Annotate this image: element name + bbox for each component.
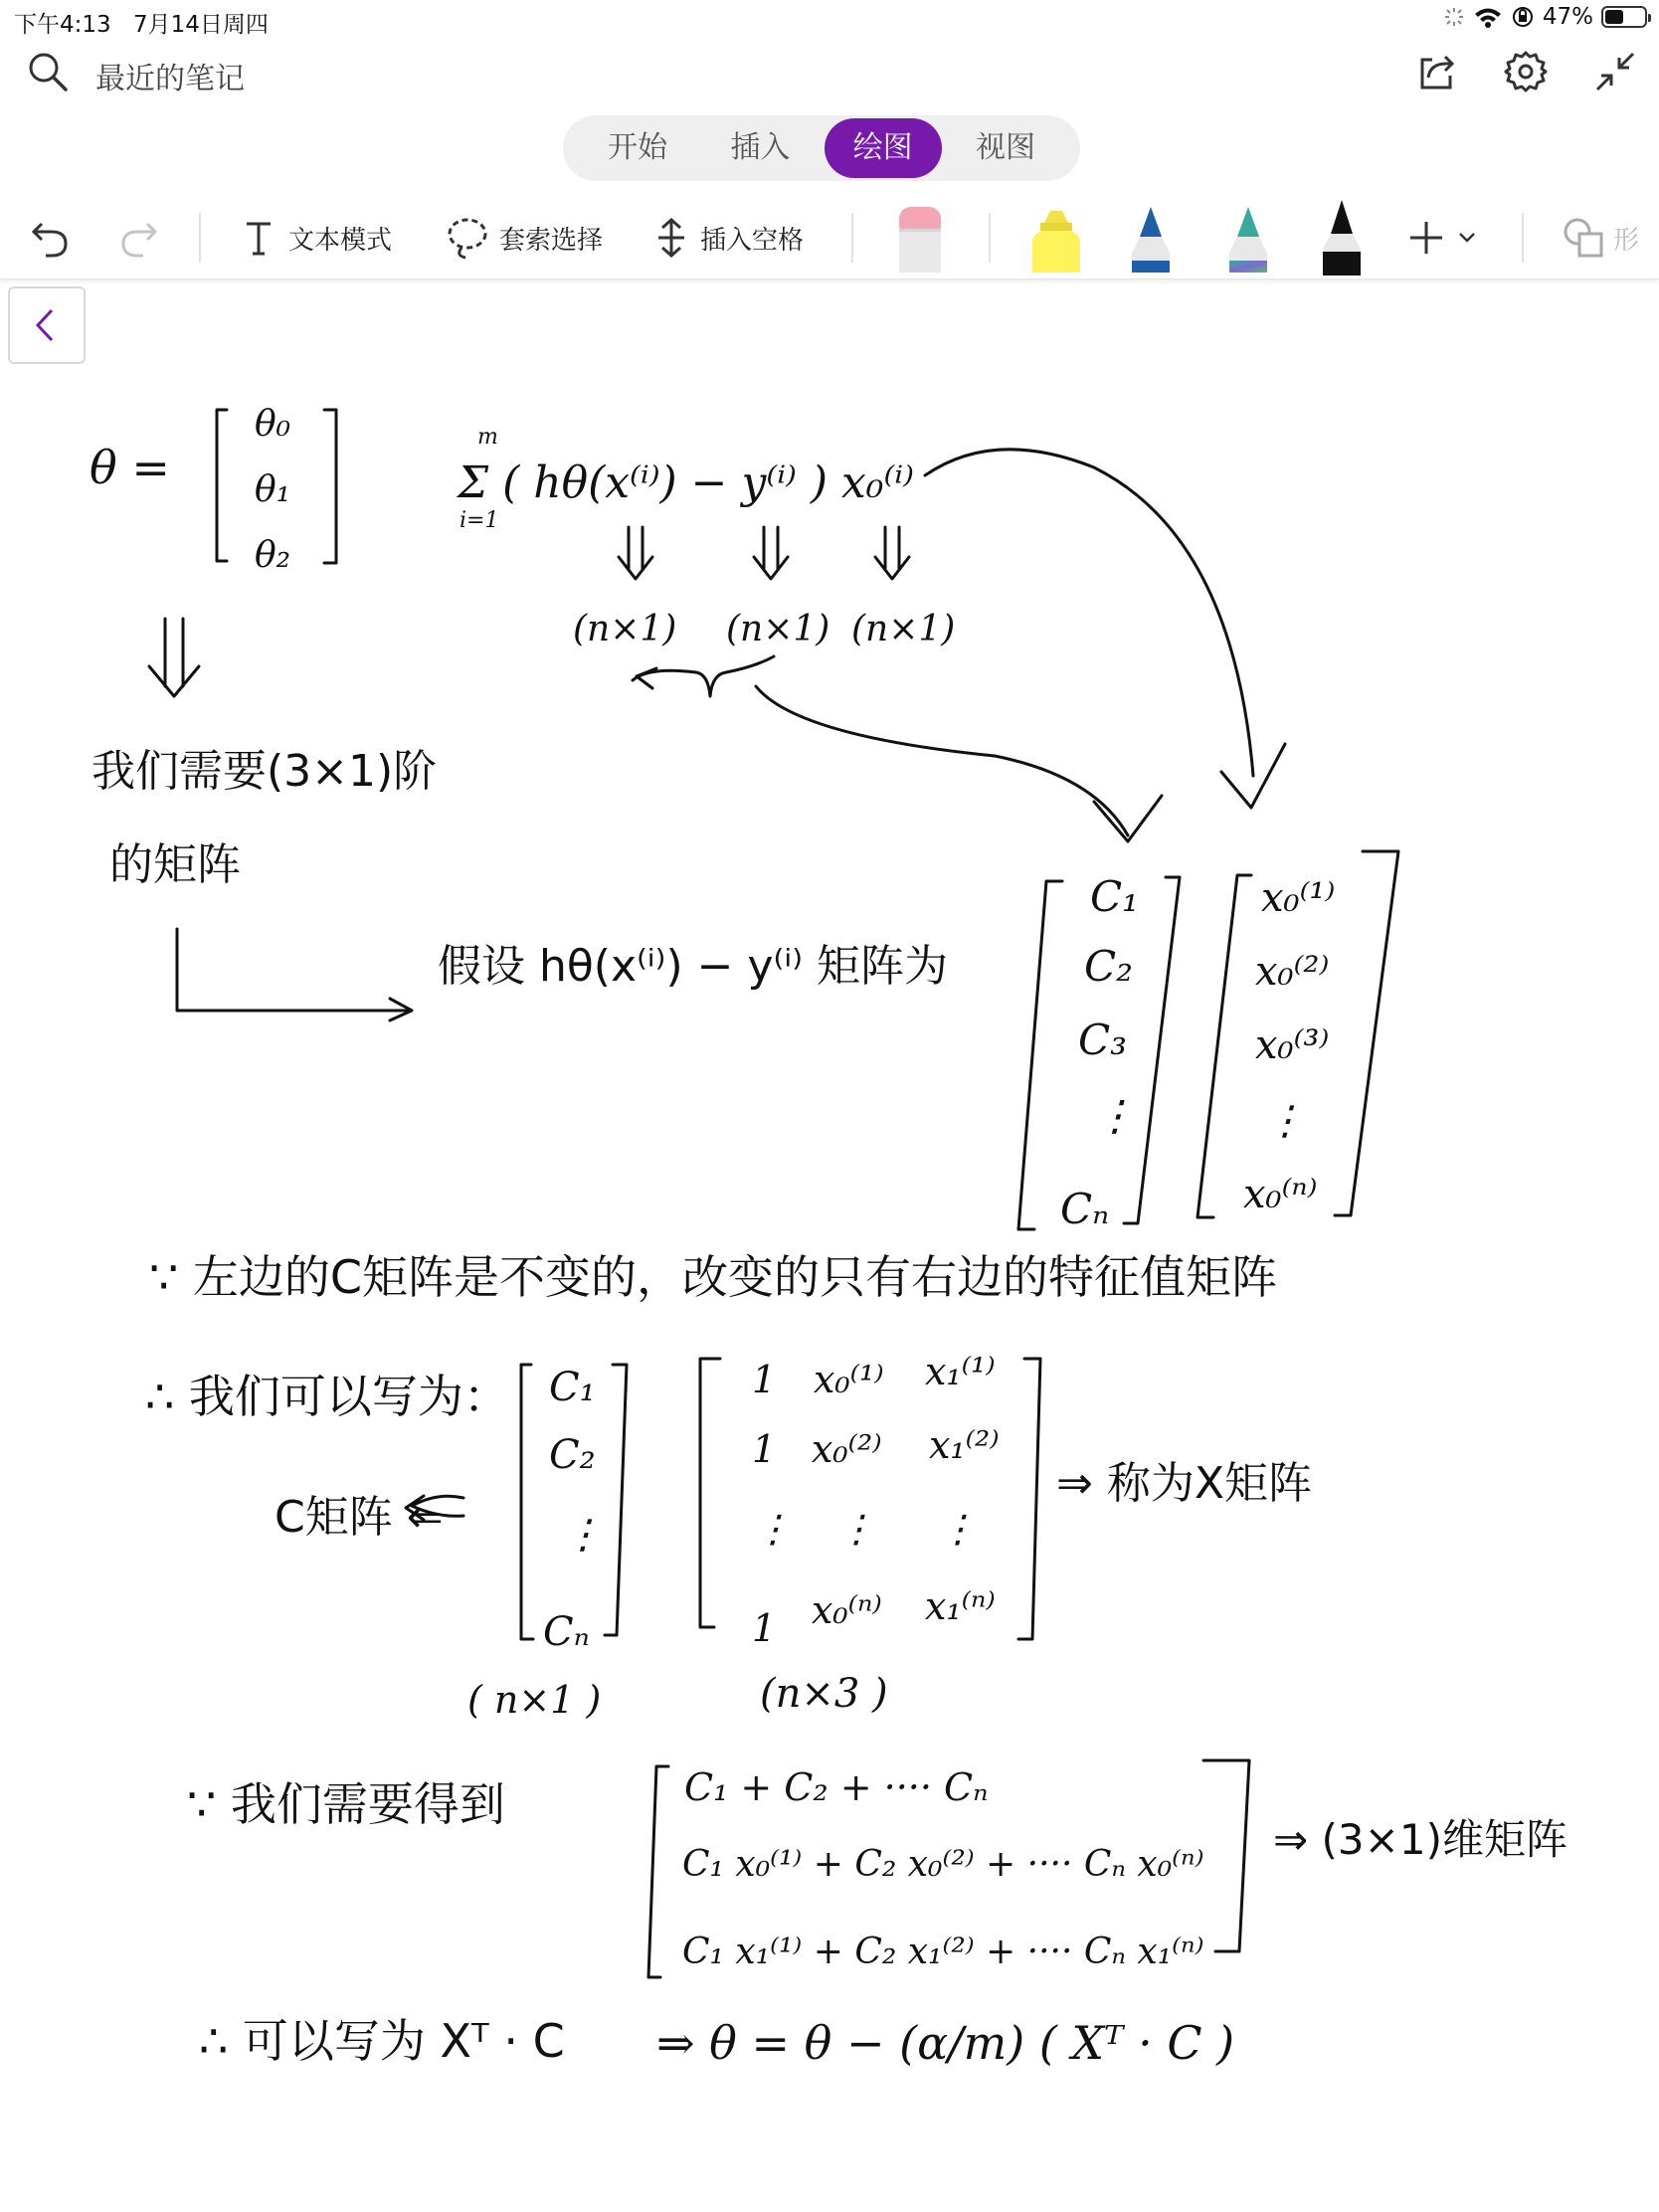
sum-expression: Σ ( hθ(x⁽ⁱ⁾) − y⁽ⁱ⁾ ) x₀⁽ⁱ⁾ (458, 458, 914, 508)
add-tool-button[interactable] (1406, 197, 1476, 278)
x-r2-c3: x₁⁽²⁾ (929, 1423, 1000, 1467)
text-mode-button[interactable] (243, 197, 392, 278)
c-vec-2: C₂ (1084, 942, 1133, 991)
result-row-3: C₁ x₁⁽¹⁾ + C₂ x₁⁽²⁾ + ···· Cₙ x₁⁽ⁿ⁾ (682, 1932, 1204, 1972)
c-vec-n: Cₙ (1060, 1185, 1110, 1233)
x0-vec-3: x₀⁽³⁾ (1255, 1022, 1330, 1068)
x0-vec-n: x₀⁽ⁿ⁾ (1243, 1172, 1318, 1217)
ribbon-tabs (563, 115, 1080, 181)
highlighter-icon (1028, 203, 1084, 273)
chevron-left-icon (10, 288, 84, 362)
result-row-1: C₁ + C₂ + ···· Cₙ (684, 1765, 989, 1809)
draw-toolbar (0, 197, 1659, 279)
undo-icon (28, 216, 72, 260)
sum-top: m (477, 425, 498, 450)
assume-line: 假设 hθ(x⁽ⁱ⁾) − y⁽ⁱ⁾ 矩阵为 (438, 941, 948, 992)
x-r2-c1: 1 (752, 1427, 777, 1471)
theta-1: θ₁ (255, 469, 291, 510)
update-rule: ⇒ θ = θ − (α/m) ( Xᵀ · C ) (656, 2016, 1235, 2070)
x-r2-c2: x₀⁽²⁾ (812, 1427, 882, 1471)
dim-1: (n×1) (573, 609, 677, 649)
lasso-label: 套索选择 (499, 225, 604, 256)
c2-vec-1: C₁ (549, 1365, 596, 1410)
tab-view[interactable]: 视图 (975, 130, 1035, 165)
x-r3-c1: ⋮ (754, 1507, 792, 1551)
because-line-2: ∵ 我们需要得到 (187, 1777, 505, 1831)
x-dimension: (n×3 ) (760, 1671, 888, 1717)
because-line-1: ∵ 左边的C矩阵是不变的，改变的只有右边的特征值矩阵 (149, 1250, 1278, 1304)
top-bar (0, 40, 1659, 105)
status-bar (0, 0, 1659, 40)
battery-percent: 47% (1542, 4, 1593, 30)
c2-vec-2: C₂ (549, 1432, 596, 1478)
theta-0: θ₀ (255, 404, 291, 445)
toolbar-divider (989, 213, 991, 263)
x-r3-c2: ⋮ (837, 1507, 875, 1551)
insert-space-label: 插入空格 (700, 225, 805, 256)
text-icon (243, 220, 275, 256)
activity-icon (1443, 6, 1465, 28)
toolbar-divider (1522, 213, 1524, 263)
insert-space-button[interactable] (656, 197, 804, 278)
pen-blue-tool[interactable] (1128, 197, 1174, 278)
x-r3-c3: ⋮ (939, 1507, 977, 1551)
need-line-1: 我们需要(3×1)阶 (92, 746, 438, 797)
x-r4-c3: x₁⁽ⁿ⁾ (925, 1584, 996, 1628)
x0-vec-dots: ⋮ (1265, 1098, 1305, 1144)
undo-button[interactable] (28, 197, 72, 278)
dim-2: (n×1) (726, 609, 830, 649)
collapse-icon[interactable] (1591, 48, 1639, 95)
therefore-line-1: ∴ 我们可以写为： (145, 1370, 509, 1423)
search-icon[interactable] (26, 50, 70, 93)
pen-icon (1225, 203, 1271, 273)
lasso-icon (446, 216, 489, 260)
c-vec-3: C₃ (1078, 1015, 1127, 1064)
wifi-icon (1473, 6, 1503, 28)
insert-space-icon (656, 216, 686, 260)
page-title[interactable]: 最近的笔记 (95, 62, 245, 96)
share-icon[interactable] (1412, 48, 1460, 95)
shapes-label: 形 (1613, 225, 1640, 256)
plus-icon (1406, 218, 1446, 258)
redo-button[interactable] (117, 197, 161, 278)
orientation-lock-icon (1511, 5, 1535, 29)
tab-home[interactable]: 开始 (608, 130, 667, 165)
c2-vec-dots: ⋮ (563, 1512, 603, 1558)
dim-3: (n×1) (851, 609, 956, 649)
text-mode-label: 文本模式 (288, 225, 393, 256)
x0-vec-2: x₀⁽²⁾ (1255, 949, 1330, 995)
eraser-tool[interactable] (895, 197, 945, 278)
status-right (1443, 4, 1647, 30)
pen-icon (1319, 200, 1365, 276)
status-date: 7月14日周四 (133, 12, 269, 38)
x0-vec-1: x₀⁽¹⁾ (1261, 875, 1336, 921)
x-r1-c2: x₀⁽¹⁾ (814, 1358, 884, 1401)
pen-galaxy-tool[interactable] (1225, 197, 1271, 278)
c-vec-1: C₁ (1090, 872, 1139, 921)
x-r4-c2: x₀⁽ⁿ⁾ (812, 1588, 882, 1632)
highlighter-tool[interactable] (1028, 197, 1084, 278)
status-time: 下午4:13 (14, 12, 111, 38)
shapes-icon (1562, 216, 1605, 260)
back-button[interactable] (8, 286, 86, 364)
x-r4-c1: 1 (752, 1606, 777, 1650)
shapes-button[interactable] (1562, 197, 1639, 278)
gear-icon[interactable] (1502, 48, 1550, 95)
result-label: ⇒ (3×1)维矩阵 (1273, 1815, 1567, 1864)
c-matrix-label: C矩阵 ⇐ (275, 1492, 444, 1543)
theta-label: θ = (90, 441, 170, 494)
x-r1-c3: x₁⁽¹⁾ (925, 1350, 996, 1393)
chevron-down-icon (1458, 232, 1476, 244)
pen-black-tool[interactable] (1319, 197, 1365, 278)
toolbar-divider (199, 213, 201, 263)
result-row-2: C₁ x₀⁽¹⁾ + C₂ x₀⁽²⁾ + ···· Cₙ x₀⁽ⁿ⁾ (682, 1844, 1204, 1885)
battery-icon (1601, 6, 1647, 28)
pen-icon (1128, 203, 1174, 273)
x-matrix-label: ⇒ 称为X矩阵 (1056, 1458, 1312, 1509)
eraser-icon (895, 203, 945, 273)
redo-icon (117, 216, 161, 260)
c-vec-dots: ⋮ (1094, 1091, 1136, 1140)
tab-draw[interactable]: 绘图 (825, 118, 942, 178)
top-actions (1412, 48, 1639, 95)
toolbar-divider (851, 213, 853, 263)
lasso-select-button[interactable] (446, 197, 603, 278)
c2-vec-n: Cₙ (543, 1609, 590, 1655)
tab-insert[interactable]: 插入 (730, 130, 791, 165)
need-line-2: 的矩阵 (109, 839, 241, 890)
theta-2: θ₂ (255, 535, 291, 576)
sum-bottom: i=1 (460, 508, 499, 533)
x-r1-c1: 1 (752, 1358, 777, 1401)
c-dimension: ( n×1 ) (467, 1678, 602, 1722)
therefore-line-2: ∴ 可以写为 Xᵀ · C (199, 2014, 565, 2068)
